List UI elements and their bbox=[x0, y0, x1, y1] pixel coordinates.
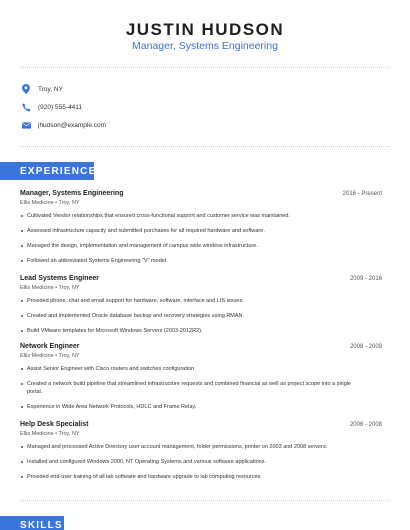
job-bullet: Followed an abbreviated Systems Engineering "V" model. bbox=[20, 257, 382, 265]
job-dates: 2008 - 2009 bbox=[349, 344, 382, 350]
job-location: Troy, NY bbox=[58, 200, 80, 206]
job-bullet: Build VMware templates for Microsoft Windows Servers (2003-2012R2). bbox=[20, 327, 382, 335]
job-dates: 2009 - 2016 bbox=[349, 276, 382, 282]
phone-icon bbox=[20, 101, 32, 113]
contact-phone-text: (920) 555-4411 bbox=[38, 103, 82, 111]
job-company: Ellis Medicine bbox=[20, 353, 54, 359]
job-bullets bbox=[20, 297, 382, 335]
mail-icon bbox=[20, 119, 32, 131]
job-bullet: Created and implemented Oracle database backup and recovery strategies using RMAN. bbox=[20, 312, 382, 320]
job-title: Network Engineer bbox=[20, 343, 80, 350]
contact-email bbox=[20, 118, 106, 132]
divider-top bbox=[20, 67, 390, 68]
job-dates: 2006 - 2008 bbox=[349, 422, 382, 428]
section-skills-header: SKILLS bbox=[0, 516, 64, 530]
job-bullet: Provided phone, chat and email support for hardware, software, interface and LIS issues. bbox=[20, 297, 382, 305]
job-company: Ellis Medicine bbox=[20, 200, 54, 206]
job-company: Ellis Medicine bbox=[20, 431, 54, 437]
job-bullet: Installed and configured Windows 2000, NT Operating Systems and various software applications. bbox=[20, 458, 382, 466]
contact-location bbox=[20, 82, 63, 96]
job-bullet: Created a network build pipeline that streamlined infrastructure requests and combined financial as well as project scope into a single portal. bbox=[20, 380, 382, 396]
job-title: Help Desk Specialist bbox=[20, 421, 89, 428]
job-bullet: Managed the design, implementation and management of campus wide wireless infrastructure. bbox=[20, 242, 382, 250]
job-bullet: Assist Senior Engineer with Cisco routers and switches configuration. bbox=[20, 365, 382, 373]
job-location: Troy, NY bbox=[58, 353, 80, 359]
job-location: Troy, NY bbox=[58, 285, 80, 291]
job-company-line: Ellis Medicine • Troy, NY bbox=[20, 285, 80, 291]
job-bullets bbox=[20, 443, 382, 481]
job-title: Lead Systems Engineer bbox=[20, 275, 99, 282]
divider-bottom bbox=[20, 500, 390, 501]
contact-email-text[interactable]: jhudson@example.com bbox=[38, 121, 107, 129]
job-company-line: Ellis Medicine • Troy, NY bbox=[20, 431, 80, 437]
job-entry bbox=[20, 421, 382, 488]
job-entry bbox=[20, 343, 382, 418]
job-bullet: Experience in Wide Area Network Protocols, HDLC and Frame Relay. bbox=[20, 403, 382, 411]
contact-location-text: Troy, NY bbox=[38, 85, 63, 93]
job-bullet: Managed and processed Active Directory user account management, folder permissions, printer on 2003 and 2008 servers. bbox=[20, 443, 382, 451]
job-company: Ellis Medicine bbox=[20, 285, 54, 291]
job-title: Manager, Systems Engineering bbox=[20, 190, 124, 197]
job-location: Troy, NY bbox=[58, 431, 80, 437]
job-entry bbox=[20, 190, 382, 272]
job-dates: 2016 - Present bbox=[342, 191, 382, 197]
location-pin-icon bbox=[20, 83, 32, 95]
job-entry bbox=[20, 275, 382, 342]
contact-phone bbox=[20, 100, 82, 114]
job-company-line: Ellis Medicine • Troy, NY bbox=[20, 353, 80, 359]
job-bullet: Cultivated Vendor relationships that ensured cross-functional support and customer service was maintained. bbox=[20, 212, 382, 220]
resume-name: JUSTIN HUDSON bbox=[125, 20, 285, 39]
job-company-line: Ellis Medicine • Troy, NY bbox=[20, 200, 80, 206]
job-bullet: Provided end-user training of all lab software and hardware upgrade to lab computing resources. bbox=[20, 473, 382, 481]
resume-role: Manager, Systems Engineering bbox=[132, 40, 278, 52]
section-experience-header: EXPERIENCE bbox=[0, 162, 94, 180]
job-bullets bbox=[20, 365, 382, 411]
job-bullet: Assessed infrastructure capacity and submitted purchases for all required hardware and software. bbox=[20, 227, 382, 235]
divider-contact bbox=[20, 146, 390, 147]
job-bullets bbox=[20, 212, 382, 265]
